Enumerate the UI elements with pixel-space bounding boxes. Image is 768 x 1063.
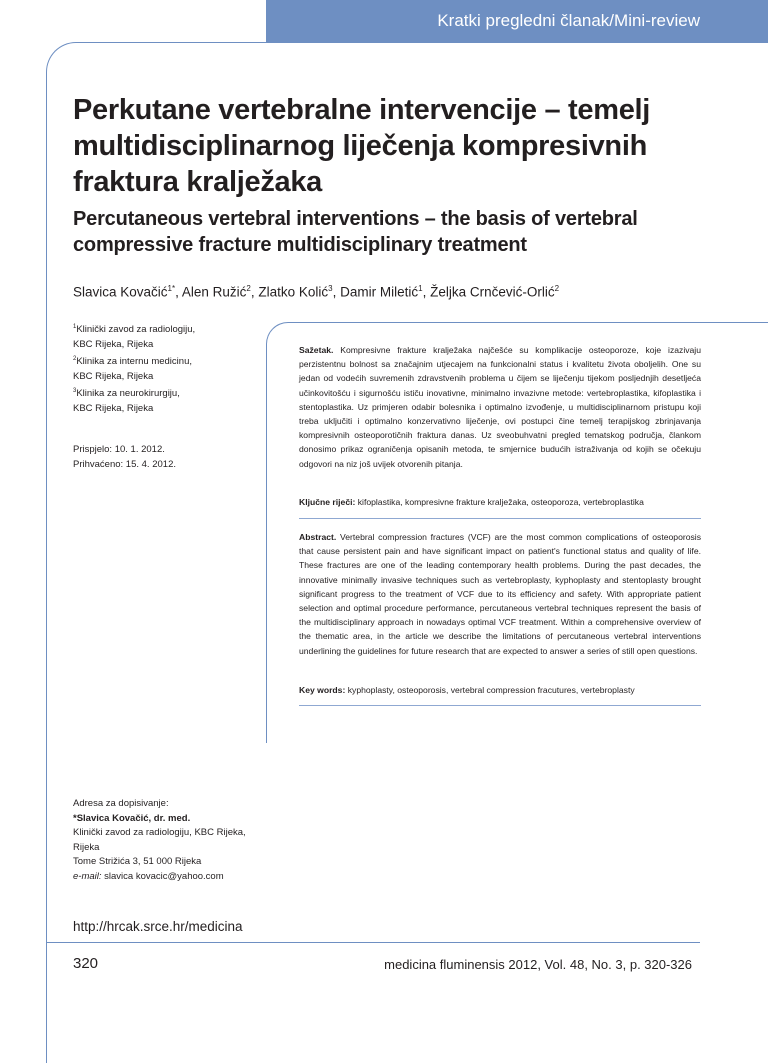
correspondence-heading: Adresa za dopisivanje: bbox=[73, 798, 169, 809]
page-number: 320 bbox=[73, 955, 99, 972]
section-divider bbox=[299, 705, 701, 706]
author-name: Slavica Kovačić bbox=[73, 284, 168, 300]
category-label: Kratki pregledni članak/Mini-review bbox=[437, 11, 700, 30]
affiliation-line bbox=[73, 320, 253, 338]
kljucne-rijeci bbox=[299, 495, 701, 509]
affiliation-text: Klinički zavod za radiologiju, bbox=[76, 324, 196, 336]
author-sup: 1 bbox=[418, 284, 423, 293]
footer-rule bbox=[46, 942, 700, 943]
affiliation-sup: 2 bbox=[73, 356, 77, 363]
correspondence-address bbox=[73, 797, 273, 884]
kljucne-label: Ključne riječi: bbox=[299, 497, 356, 507]
author-sup: 2 bbox=[246, 284, 251, 293]
author-list: Slavica Kovačić$^{1*}$, Alen Ružić$^2$, Zlatko Kolić$^3$, Damir Miletić$^1$, Željka Crnčević-Orlić$^2$ bbox=[73, 284, 560, 300]
affiliation-text: Klinika za neurokirurgiju, bbox=[76, 388, 180, 400]
journal-url[interactable]: http://hrcak.srce.hr/medicina bbox=[73, 919, 243, 934]
email-link[interactable]: slavica kovacic@yahoo.com bbox=[104, 870, 224, 882]
author-name: Željka Crnčević-Orlić bbox=[430, 284, 555, 300]
keywords-text: kyphoplasty, osteoporosis, vertebral compression fracutures, vertebroplasty bbox=[347, 685, 635, 695]
key-words bbox=[299, 683, 701, 697]
section-divider bbox=[299, 518, 701, 519]
affiliations bbox=[73, 320, 253, 416]
article-title: Perkutane vertebralne intervencije – temelj multidisciplinarnog liječenja kompresivnih fraktura kralježaka bbox=[73, 94, 651, 198]
sazetak-text: Kompresivne frakture kralježaka najčešće su komplikacije osteoporoze, koje izazivaju perzistentnu bolnost sa značajnim utjecajem na funkcionalni status i kvalitetu života oboljelih. One su jedan od vodećih suvremenih zdravstvenih problema u čijem se liječenju tijekom posljednjih desetljeća učinkovitošću i sigurnošću ističu inovativne, minimalno invazivne metode: vertebroplastika, kifoplastika i stentoplastika. Uz primjeren odabir bolesnika i optimalno izvođenje, u multidisciplinarnom pristupu koji treba uključiti i optimalno konzervativno liječenje, ovi postupci čine temelj terapijskog zbrinjavanja kompresivnih osteoporotičnih fraktura danas. Uz sveobuhvatni pregled tematskog područja, člankom donosimo prikaz ograničenja opisanih metoda, te smjernice budućih istraživanja od kojih se očekuju odgovori na niz još uvijek otvorenih pitanja. bbox=[299, 345, 701, 469]
abstract-text: Vertebral compression fractures (VCF) are the most common complications of osteoporosis that cause persistent pain and have significant impact on patient's functional status and quality of life. These fractures are one of the leading contemporary health problems. During the past decades, the innovative minimally invasive techniques such as vertebroplasty, kyphoplasty and stentoplasty brought significant progress to the treatment of VCF due to its efficiency and safety. With appropriate patient selection and optimal procedure performance, percutaneous vertebral techniques represent the basis of the multidisciplinary approach in nowadays optimal VCF treatment. Within a comprehensive overview of the thematic area, in the article we describe the limitations of percutaneous vertebral interventions underlining the guidelines for future research that are expected to answer a series of still open questions. bbox=[299, 532, 701, 656]
affiliation-line: KBC Rijeka, Rijeka bbox=[73, 370, 154, 382]
correspondence-line: Tome Strižića 3, 51 000 Rijeka bbox=[73, 856, 202, 867]
affiliation-line bbox=[73, 352, 253, 370]
author-name: Damir Miletić bbox=[340, 284, 419, 300]
abstract-label: Abstract. bbox=[299, 532, 337, 542]
category-banner bbox=[266, 0, 768, 42]
author-name: Alen Ružić bbox=[181, 284, 247, 300]
affiliation-line: KBC Rijeka, Rijeka bbox=[73, 338, 154, 350]
correspondence-line: Rijeka bbox=[73, 841, 100, 853]
correspondence-name: *Slavica Kovačić, dr. med. bbox=[73, 812, 191, 824]
affiliation-sup: 1 bbox=[73, 324, 77, 330]
journal-citation: medicina fluminensis 2012, Vol. 48, No. 3, p. 320-326 bbox=[384, 957, 692, 972]
author-name: Zlatko Kolić bbox=[258, 284, 329, 300]
email-label: e-mail: bbox=[73, 870, 102, 882]
correspondence-email-row bbox=[73, 870, 273, 885]
sazetak-paragraph bbox=[299, 343, 701, 471]
affiliation-line: KBC Rijeka, Rijeka bbox=[73, 402, 154, 414]
affiliation-line bbox=[73, 384, 253, 402]
abstract-paragraph bbox=[299, 530, 701, 658]
article-dates bbox=[73, 443, 176, 472]
author-sup: 2 bbox=[554, 284, 560, 293]
affiliation-sup: 3 bbox=[73, 388, 77, 395]
author-sup: 1* bbox=[167, 284, 176, 293]
received-date: Prispjelo: 10. 1. 2012. bbox=[73, 444, 165, 455]
sazetak-label: Sažetak. bbox=[299, 345, 334, 355]
affiliation-text: Klinika za internu medicinu, bbox=[76, 356, 192, 368]
correspondence-line: Klinički zavod za radiologiju, KBC Rijeka, bbox=[73, 827, 246, 838]
author-sup: 3 bbox=[328, 284, 333, 293]
keywords-label: Key words: bbox=[299, 685, 346, 695]
accepted-date: Prihvaćeno: 15. 4. 2012. bbox=[73, 458, 176, 470]
kljucne-text: kifoplastika, kompresivne frakture kralježaka, osteoporoza, vertebroplastika bbox=[357, 497, 644, 507]
article-subtitle: Percutaneous vertebral interventions – the basis of vertebral compressive fracture multidisciplinary treatment bbox=[73, 208, 638, 256]
